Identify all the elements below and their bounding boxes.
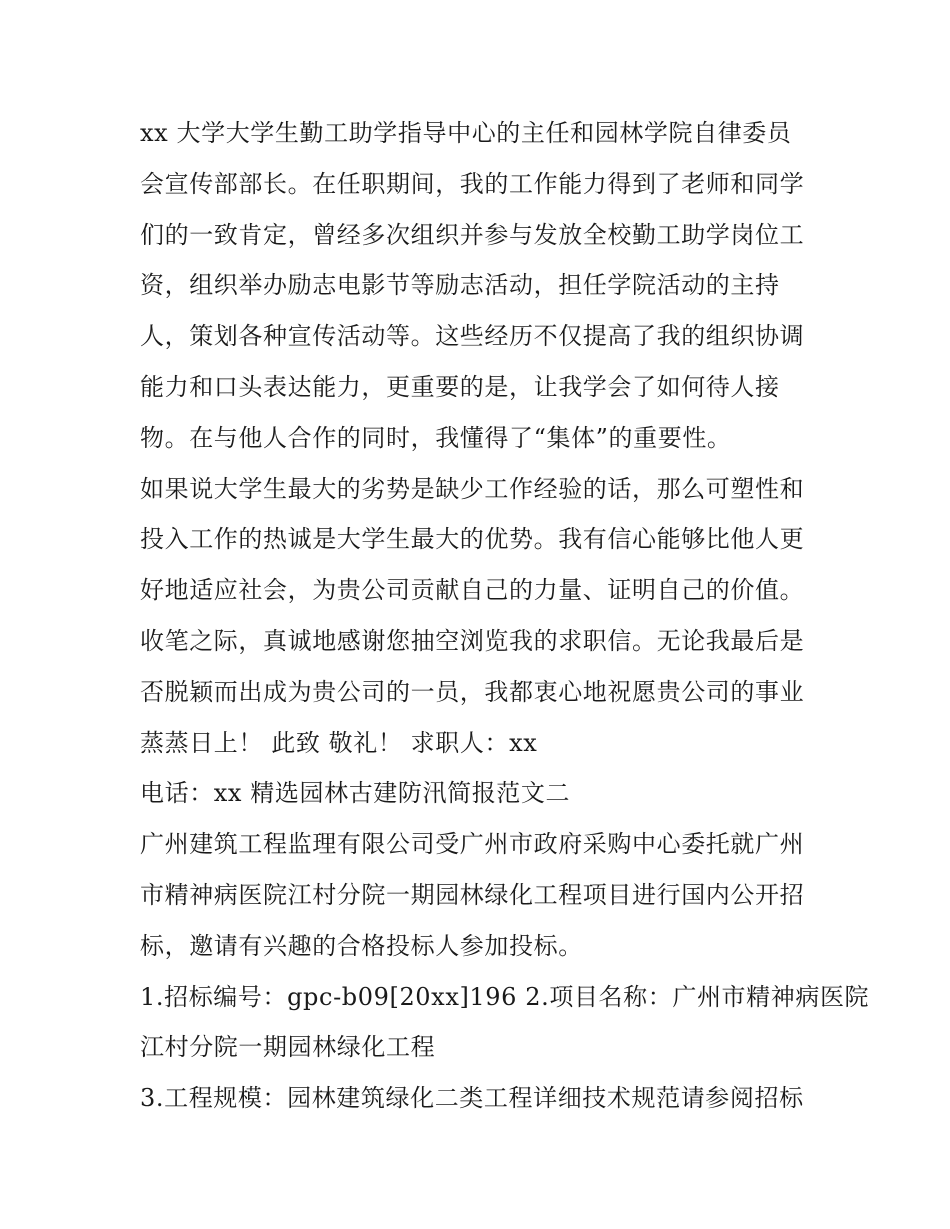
text-line: 资，组织举办励志电影节等励志活动，担任学院活动的主持 bbox=[140, 271, 780, 300]
text-line: 收笔之际，真诚地感谢您抽空浏览我的求职信。无论我最后是 bbox=[140, 626, 805, 655]
text-line: 物。在与他人合作的同时，我懂得了“集体”的重要性。 bbox=[140, 423, 732, 452]
text-line: 人，策划各种宣传活动等。这些经历不仅提高了我的组织协调 bbox=[140, 322, 805, 351]
text-line: 好地适应社会，为贵公司贡献自己的力量、证明自己的价值。 bbox=[140, 576, 805, 605]
document-body bbox=[140, 108, 870, 1124]
text-line: 蒸蒸日上！ 此致 敬礼！ 求职人：xx bbox=[140, 728, 538, 757]
text-line: 否脱颖而出成为贵公司的一员，我都衷心地祝愿贵公司的事业 bbox=[140, 677, 805, 706]
text-line: 1.招标编号：gpc-b09[20xx]196 2.项目名称：广州市精神病医院 bbox=[140, 982, 870, 1011]
text-line: 市精神病医院江村分院一期园林绿化工程项目进行国内公开招 bbox=[140, 880, 805, 909]
text-line: 会宣传部部长。在任职期间，我的工作能力得到了老师和同学 bbox=[140, 169, 805, 198]
text-line: 江村分院一期园林绿化工程 bbox=[140, 1033, 436, 1062]
text-line: 能力和口头表达能力，更重要的是，让我学会了如何待人接 bbox=[140, 372, 780, 401]
text-line: 如果说大学生最大的劣势是缺少工作经验的话，那么可塑性和 bbox=[140, 474, 805, 503]
text-line: 电话：xx 精选园林古建防汛简报范文二 bbox=[140, 779, 571, 808]
text-line: xx 大学大学生勤工助学指导中心的主任和园林学院自律委员 bbox=[140, 119, 792, 147]
text-line: 标，邀请有兴趣的合格投标人参加投标。 bbox=[140, 931, 583, 960]
text-line: 广州建筑工程监理有限公司受广州市政府采购中心委托就广州 bbox=[140, 830, 805, 859]
text-line: 投入工作的热诚是大学生最大的优势。我有信心能够比他人更 bbox=[140, 525, 805, 554]
text-line: 3.工程规模：园林建筑绿化二类工程详细技术规范请参阅招标 bbox=[140, 1084, 804, 1113]
text-line: 们的一致肯定，曾经多次组织并参与发放全校勤工助学岗位工 bbox=[140, 220, 805, 249]
